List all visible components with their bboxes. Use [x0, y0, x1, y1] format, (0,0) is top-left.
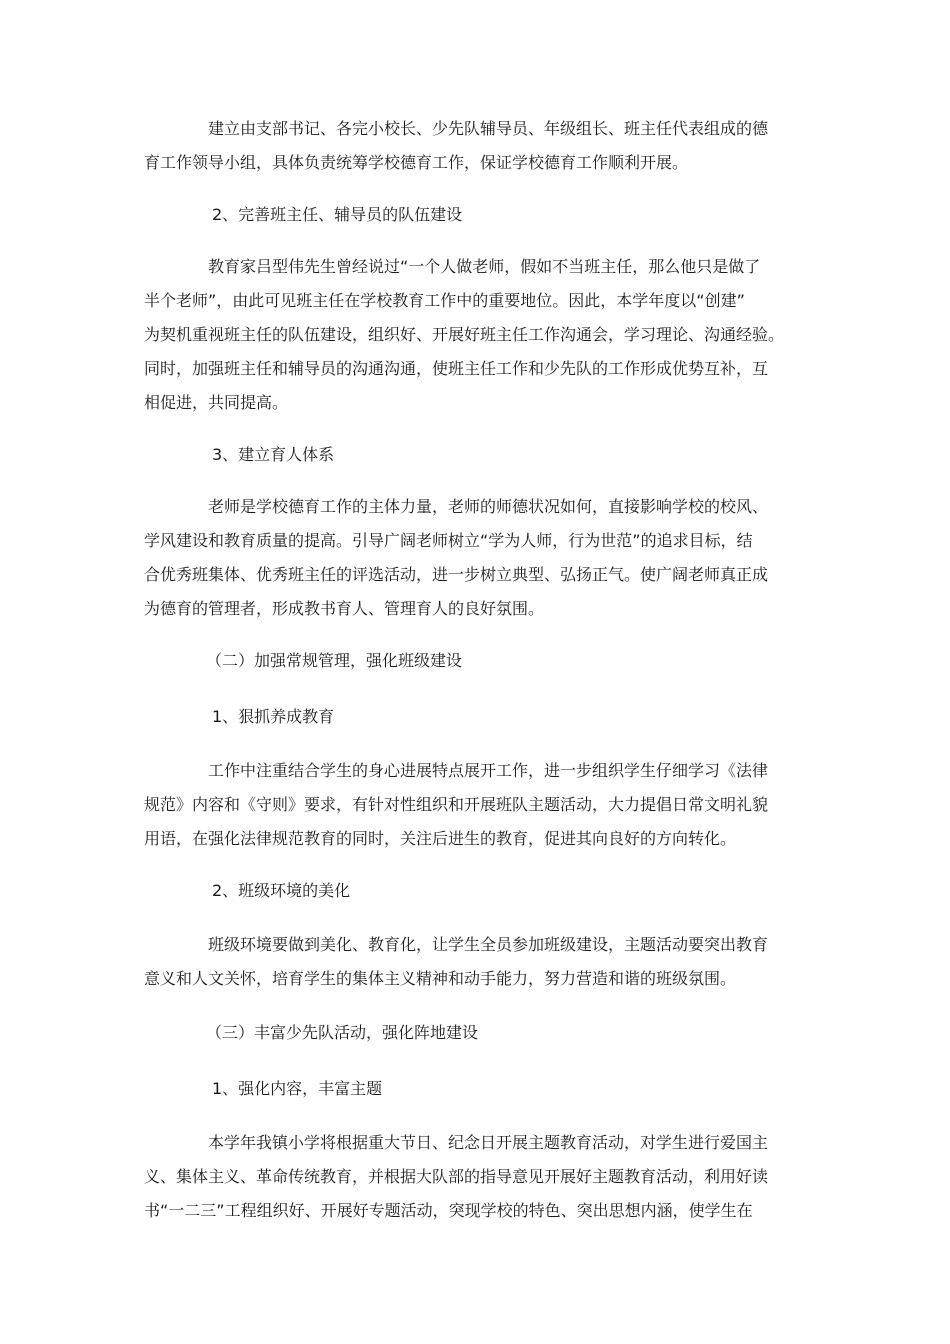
paragraph-head-teacher [144, 250, 804, 420]
paragraph-line: 班级环境要做到美化、教育化，让学生全员参加班级建设，主题活动要突出教育 [208, 935, 769, 954]
paragraph-line: 工作中注重结合学生的身心进展特点展开工作，进一步组织学生仔细学习《法律 [208, 761, 769, 780]
paragraph-teacher-ethics [144, 490, 804, 626]
heading-class-environment: 2、班级环境的美化 [212, 881, 351, 900]
paragraph-line: 规范》内容和《守则》要求，有针对性组织和开展班队主题活动，大力提倡日常文明礼貌 [144, 795, 769, 814]
heading-section-routine-management: （二）加强常规管理，强化班级建设 [206, 651, 463, 670]
paragraph-line: 学风建设和教育质量的提高。引导广阔老师树立“学为人师，行为世范”的追求目标，结 [144, 531, 753, 550]
paragraph-line: 为契机重视班主任的队伍建设，组织好、开展好班主任工作沟通会，学习理论、沟通经验。 [144, 325, 785, 344]
paragraph-line: 合优秀班集体、优秀班主任的评选活动，进一步树立典型、弘扬正气。使广阔老师真正成 [144, 565, 769, 584]
paragraph-line: 为德育的管理者，形成教书育人、管理育人的良好氛围。 [144, 599, 545, 618]
paragraph-line: 老师是学校德育工作的主体力量，老师的师德状况如何，直接影响学校的校风、 [208, 497, 769, 516]
paragraph-line: 半个老师”，由此可见班主任在学校教育工作中的重要地位。因此，本学年度以“创建” [144, 291, 745, 310]
paragraph-line: 义、集体主义、革命传统教育，并根据大队部的指导意见开展好主题教育活动，利用好读 [144, 1167, 769, 1186]
heading-teacher-team: 2、完善班主任、辅导员的队伍建设 [212, 205, 463, 224]
paragraph-line: 育工作领导小组，具体负责统筹学校德育工作，保证学校德育工作顺利开展。 [144, 153, 689, 172]
paragraph-class-environment [144, 928, 804, 996]
paragraph-line: 同时，加强班主任和辅导员的沟通沟通，使班主任工作和少先队的工作形成优势互补，互 [144, 359, 769, 378]
paragraph-line: 教育家吕型伟先生曾经说过“一个人做老师，假如不当班主任，那么他只是做了 [208, 257, 761, 276]
paragraph-line: 建立由支部书记、各完小校长、少先队辅导员、年级组长、班主任代表组成的德 [208, 119, 769, 138]
paragraph-line: 书“一二三”工程组织好、开展好专题活动，突现学校的特色、突出思想内涵，使学生在 [144, 1201, 753, 1220]
heading-enrich-themes: 1、强化内容，丰富主题 [212, 1079, 383, 1098]
heading-education-system: 3、建立育人体系 [212, 445, 335, 464]
paragraph-habit-education [144, 754, 804, 856]
paragraph-leadership-group [144, 112, 804, 180]
paragraph-line: 意义和人文关怀，培育学生的集体主义精神和动手能力，努力营造和谐的班级氛围。 [144, 969, 737, 988]
heading-section-pioneer-activities: （三）丰富少先队活动，强化阵地建设 [206, 1023, 479, 1042]
paragraph-line: 本学年我镇小学将根据重大节日、纪念日开展主题教育活动，对学生进行爱国主 [208, 1133, 769, 1152]
paragraph-line: 用语，在强化法律规范教育的同时，关注后进生的教育，促进其向良好的方向转化。 [144, 829, 737, 848]
paragraph-line: 相促进，共同提高。 [144, 393, 289, 412]
paragraph-theme-activities [144, 1126, 804, 1228]
heading-habit-education: 1、狠抓养成教育 [212, 707, 335, 726]
